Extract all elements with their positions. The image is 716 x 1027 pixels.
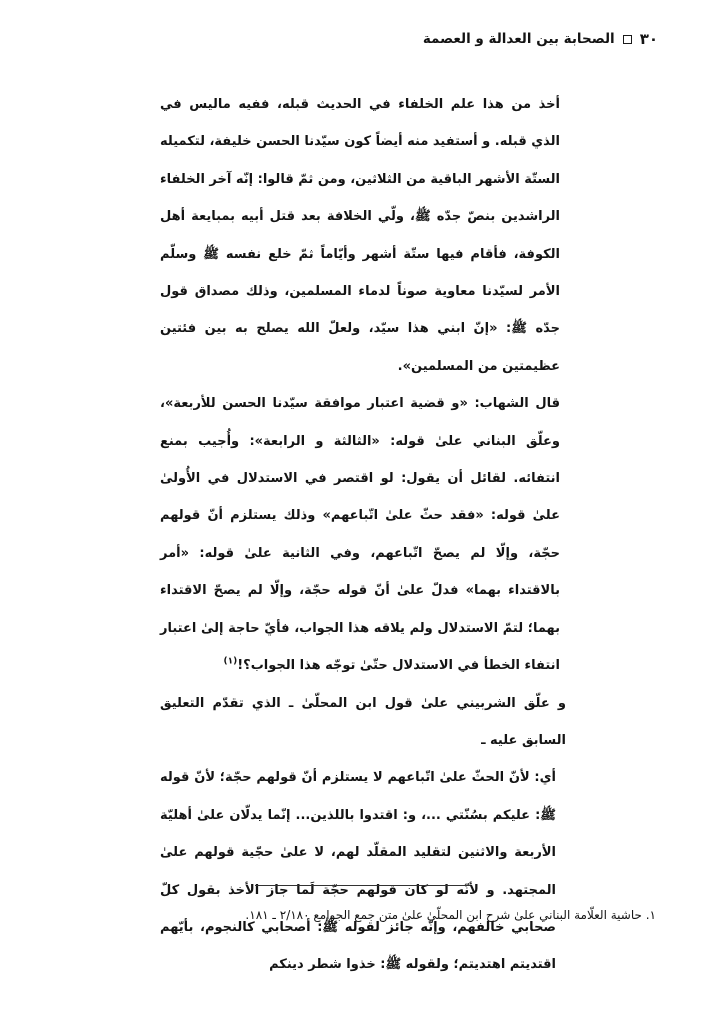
paragraph-2	[160, 385, 560, 684]
book-title: الصحابة بين العدالة و العصمة	[422, 31, 615, 47]
body-text	[160, 86, 566, 984]
footnote-divider	[255, 885, 470, 886]
paragraph-2-text: قال الشهاب: «و قضية اعتبار موافقة سيّدنا الحسن للأربعة»، وعلّق البناني علىٰ قوله: «الثالثة و الرابعة»: وأُجيب بمنع انتفائه. لقائل أن يقول: لو اقتصر في الاستدلال في الأُولىٰ علىٰ قوله: «فقد حثّ علىٰ اتّباعهم» وذلك يستلزم أنّ قولهم حجّة، وإلّا لم يصحّ اتّباعهم، وفي الثانية علىٰ قوله: «أمر بالاقتداء بهما» فدلّ علىٰ أنّ قوله حجّة، وإلّا لم يصحّ الاقتداء بهما؛ لتمّ الاستدلال ولم يلاقه هذا الجواب، فأيّ حاجة إلىٰ اعتبار انتفاء الخطأ في الاستدلال حتّىٰ توجّه هذا الجواب؟!	[160, 396, 560, 674]
footnote-marker[interactable]: (١)	[223, 656, 238, 667]
running-head	[60, 26, 658, 52]
paragraph-4: أي: لأنّ الحثّ علىٰ اتّباعهم لا يستلزم أنّ قولهم حجّة؛ لأنّ قوله ﷺ: عليكم بسُنّتي ...، و: اقتدوا باللذين... إنّما يدلّان علىٰ أهليّة الأربعة والاثنين لتقليد المقلّد لهم، لا علىٰ حجّية قولهم علىٰ المجتهد. و لأنّه لو كان قولهم حجّة لَما جاز الأخذ بقول كلّ صحابي خالفهم، وإنّه جائز لقوله ﷺ: أصحابي كالنجوم، بأيّهم اقتديتم اهتديتم؛ ولقوله ﷺ: خذوا شطر دينكم	[160, 770, 556, 973]
paragraph-3: و علّق الشربيني علىٰ قول ابن المحلّىٰ ـ الذي تقدّم التعليق السابق عليه ـ	[160, 695, 566, 748]
page-number: ٣٠	[639, 30, 658, 48]
square-marker-icon	[623, 35, 632, 44]
paragraph-1: أخذ من هذا علم الخلفاء في الحديث قبله، ففيه ماليس في الذي قبله. و أستفيد منه أيضاً كون سيّدنا الحسن خليفة، لتكميله الستّة الأشهر الباقية من الثلاثين، ومن ثمّ قالوا: إنّه آخر الخلفاء الراشدين بنصّ جدّه ﷺ، ولّي الخلافة بعد قتل أبيه بمبايعة أهل الكوفة، فأقام فيها ستّة أشهر وأيّاماً ثمّ خلع نفسه ﷺ وسلّم الأمر لسيّدنا معاوية صوناً لدماء المسلمين، وذلك مصداق قول جدّه ﷺ: «إنّ ابني هذا سيّد، ولعلّ الله يصلح به بين فئتين عظيمتين من المسلمين».	[160, 97, 560, 374]
footnote: ١. حاشية العلّامة البناني علىٰ شرح ابن المحلّىٰ علىٰ متن جمع الجوامع ٢/١٨٠ ـ ١٨١.	[245, 908, 656, 922]
